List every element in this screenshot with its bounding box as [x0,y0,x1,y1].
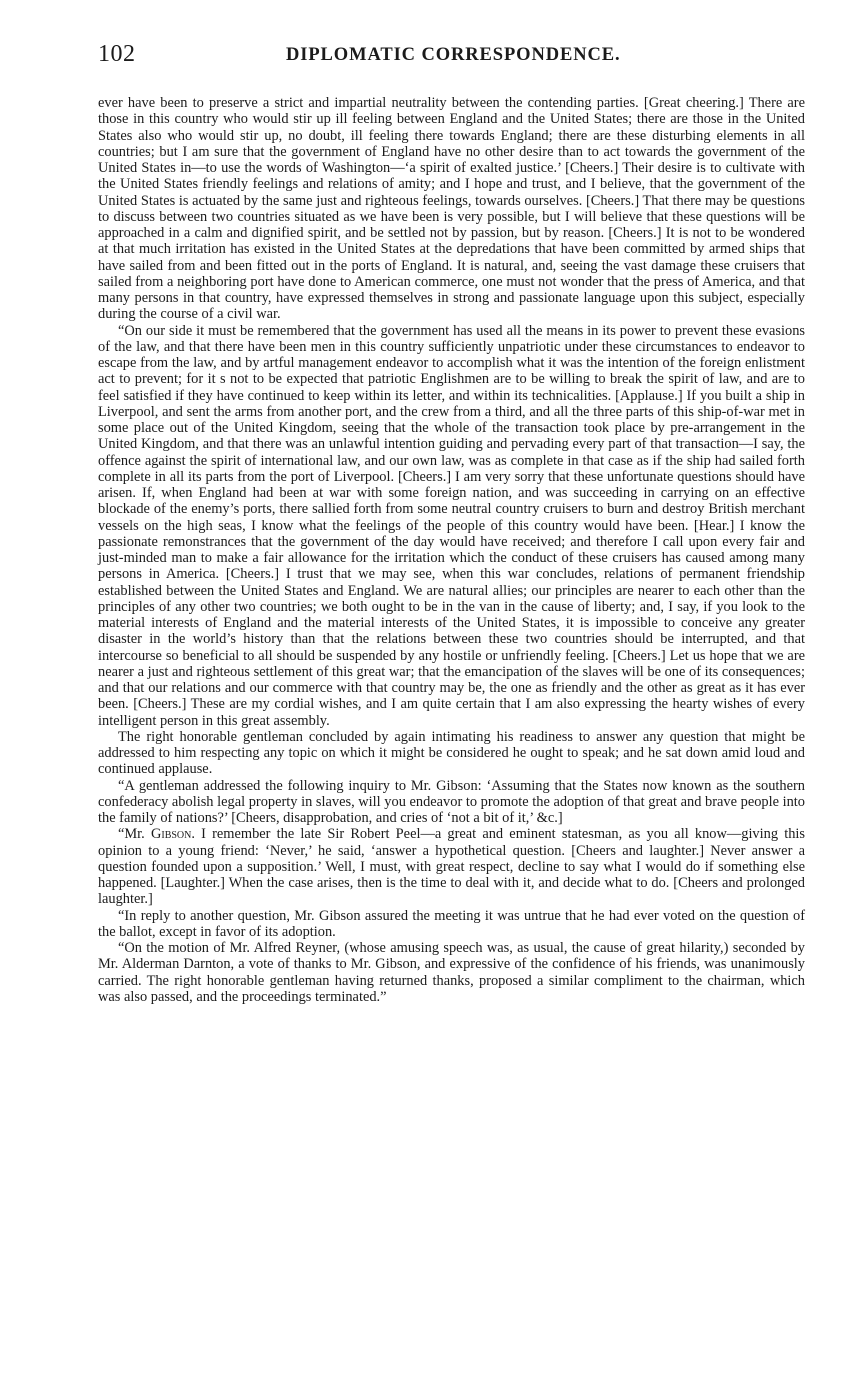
speaker-name: Gibson [150,826,192,843]
running-head: DIPLOMATIC CORRESPONDENCE. [286,45,621,65]
reply-lead: “Mr. [118,826,151,843]
paragraph-vote-of-thanks: “On the motion of Mr. Alfred Reyner, (whose amusing speech was, as usual, the cause of great hilarity,) seconded by Mr. Alderman Darnton, a vote of thanks to Mr. Gibson, and expressive of the confidence of his friends, was unanimously carried. The right honorable gentleman having returned thanks, proposed a similar compliment to the chairman, which was also passed, and the proceedings terminated.” [98,940,805,1005]
paragraph-gibson-reply [98,826,805,907]
paragraph-ballot: “In reply to another question, Mr. Gibson assured the meeting it was untrue that he had ever voted on the question of the ballot, except in favor of its adoption. [98,907,805,940]
page-number: 102 [98,41,136,67]
body-text [98,95,805,1005]
paragraph-conclusion: The right honorable gentleman concluded by again intimating his readiness to answer any question that might be addressed to him respecting any topic on which it might be considered he ought to speak; and he sat down amid loud and continued applause. [98,728,805,778]
paragraph-continuation: ever have been to preserve a strict and impartial neutrality between the contending parties. [Great cheering.] There are those in this country who would stir up ill feeling between England and the United States; there are those in the United States also who would stir up, no doubt, ill feeling there towards England; there are these disturbing elements in all countries; but I am sure that the government of England have no other desire than to act towards the government of the United States in—to use the words of Washington—‘a spirit of exalted justice.’ [Cheers.] Their desire is to cultivate with the United States friendly feelings and relations of amity; and I hope and trust, and I believe, that the government of the United States is actuated by the same just and righteous feelings, towards ourselves. [Cheers.] That there may be questions to discuss between two countries situated as we have been is very possible, but I will believe that these questions will be approached in a calm and dignified spirit, and be settled not by passion, but by reason. [Cheers.] It is not to be wondered at that much irritation has existed in the United States at the depredations that have been committed by armed ships that have sailed from and been fitted out in the ports of England. It is natural, and, seeing the vast damage these cruisers that sailed from a neighboring port have done to American commerce, one must not wonder that the press of America, and that many persons in that country, have expressed themselves in strong and passionate language upon this subject, especially during the course of a civil war. [98,95,805,323]
paragraph-inquiry: “A gentleman addressed the following inquiry to Mr. Gibson: ‘Assuming that the States now known as the southern confederacy abolish legal property in slaves, will you endeavor to promote the adoption of that great and brave people into the family of nations?’ [Cheers, disapprobation, and cries of ‘not a bit of it,’ &c.] [98,777,805,826]
page-header [98,40,805,74]
reply-text: . I remember the late Sir Robert Peel—a great and eminent statesman, as you all know—giving this opinion to a young friend: ‘Never,’ he said, ‘answer a hypothetical question. [Cheers and laughter.] Never answer a question founded upon a supposition.’ Well, I must, with great respect, decline to say what I would do if something else happened. [Laughter.] When the case arises, then is the time to deal with it, and decide what to do. [Cheers and prolonged laughter.] [98,826,805,908]
paragraph-speech-quote: “On our side it must be remembered that the government has used all the means in its power to prevent these evasions of the law, and that there have been men in this country sufficiently unpatriotic under these circumstances to endeavor to escape from the law, and by artful management endeavor to accomplish what it was the intention of the foreign enlistment act to prevent; for it s not to be expected that patriotic Englishmen are to be willing to break the spirit of law, and are to feel satisfied if they have continued to keep within its letter, and within its technicalities. [Applause.] If you built a ship in Liverpool, and sent the arms from another port, and the crew from a third, and all the three parts of this ship-of-war met in some place out of the United Kingdom, seeing that the whole of the transaction took place by pre-arrangement in the United Kingdom, and that there was an unlawful intention guiding and pervading every part of that transaction—I say, the offence against the spirit of international law, and our own law, was as complete in that case as if the ship had sailed forth complete in all its parts from the port of Liverpool. [Cheers.] I am very sorry that these unfortunate questions should have arisen. If, when England had been at war with some foreign nation, and was succeeding in carrying on an effective blockade of the enemy’s ports, there sallied forth from some neutral country cruisers to burn and destroy British merchant vessels on the high seas, I know what the feelings of the people of this country would have been. [Hear.] I know the passionate remonstrances that the government of the day would have received; and therefore I call upon every fair and just-minded man to make a fair allowance for the irritation which the conduct of these cruisers has caused among many persons in America. [Cheers.] I trust that we may see, when this war concludes, relations of permanent friendship established between the United States and England. We are natural allies; our principles are nearer to each other than the principles of any other two countries; we both ought to be in the van in the cause of liberty; and, I say, if you look to the material interests of England and the material interests of the United States, it is impossible to conceive any greater disaster in the world’s history than that the relations between these two countries should be interrupted, and that intercourse so beneficial to all should be suspended by any hostile or unfriendly feeling. [Cheers.] Let us hope that we are nearer a just and righteous settlement of this great war; that the emancipation of the slaves will be one of its consequences; and that our relations and our commerce with that country may be, the one as friendly and the other as great as it has ever been. [Cheers.] These are my cordial wishes, and I am quite certain that I am also expressing the hearty wishes of every intelligent person in this great assembly. [98,322,805,729]
